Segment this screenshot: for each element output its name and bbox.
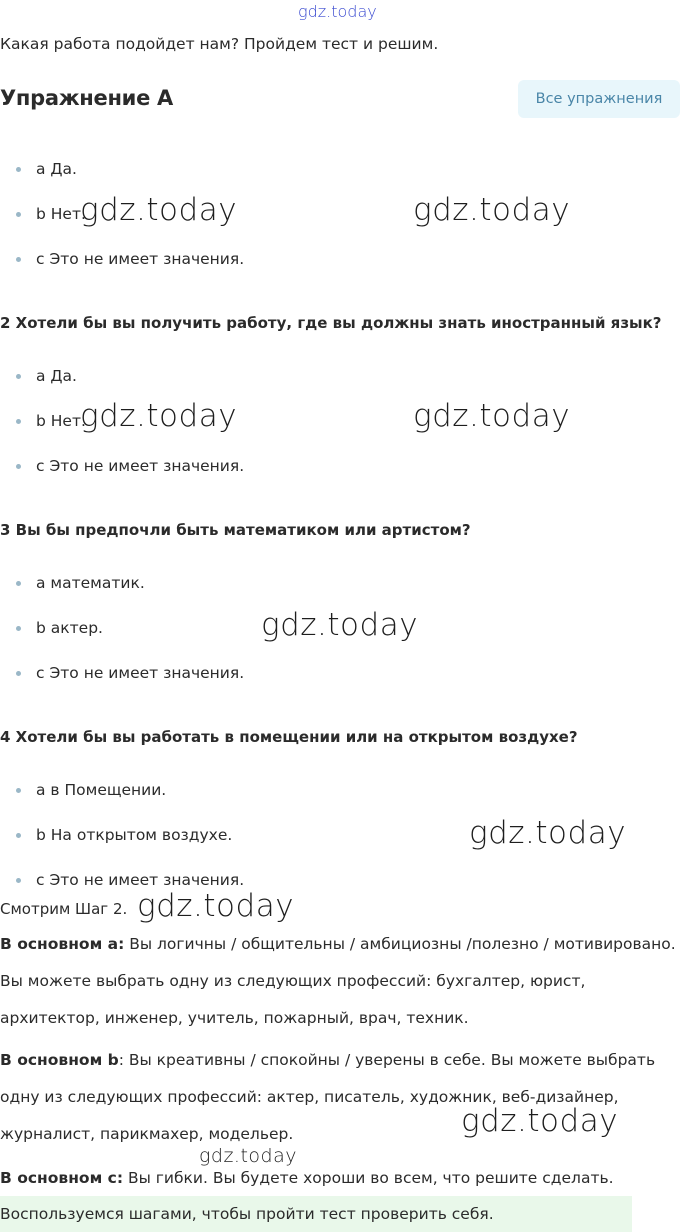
step-2-text: Смотрим Шаг 2. — [0, 900, 128, 918]
all-exercises-button[interactable]: Все упражнения — [518, 80, 680, 118]
watermark: gdz.today — [413, 192, 571, 228]
option-label: c Это не имеет значения. — [36, 871, 245, 889]
option-label: a Да. — [36, 367, 77, 385]
bullet-icon — [16, 833, 21, 838]
q4-option-b — [16, 826, 232, 844]
q2-option-a — [16, 367, 77, 385]
q4-option-c — [16, 871, 244, 889]
watermark: gdz.today — [80, 192, 238, 228]
result-c-text: Вы гибки. Вы будете хороши во всем, что решите сделать. — [123, 1169, 614, 1187]
watermark: gdz.today — [80, 398, 238, 434]
result-a — [0, 926, 680, 1037]
option-label: a математик. — [36, 574, 145, 592]
watermark: gdz.today — [261, 607, 419, 643]
result-a-text: Вы логичны / общительны / амбициозны /полезно / мотивировано. Вы можете выбрать одну из следующих профессий: бухгалтер, юрист, архитектор, инженер, учитель, пожарный, врач, техник. — [0, 935, 676, 1027]
q1-option-a — [16, 160, 77, 178]
q1-option-c — [16, 250, 244, 268]
watermark: gdz.today — [199, 1145, 297, 1167]
q4-option-a — [16, 781, 166, 799]
result-b-label: В основном b — [0, 1051, 119, 1069]
question-3: 3 Вы бы предпочли быть математиком или артистом? — [0, 521, 471, 539]
option-label: b актер. — [36, 619, 103, 637]
intro-text: Какая работа подойдет нам? Пройдем тест и решим. — [0, 35, 439, 53]
bullet-icon — [16, 419, 21, 424]
bullet-icon — [16, 878, 21, 883]
bullet-icon — [16, 581, 21, 586]
option-label: c Это не имеет значения. — [36, 664, 245, 682]
option-label: c Это не имеет значения. — [36, 250, 245, 268]
option-label: b На открытом воздухе. — [36, 826, 233, 844]
bullet-icon — [16, 257, 21, 262]
result-c — [0, 1160, 680, 1197]
bullet-icon — [16, 374, 21, 379]
q3-option-b — [16, 619, 103, 637]
result-b-text: : Вы креативны / спокойны / уверены в себе. Вы можете выбрать одну из следующих профессий: актер, писатель, художник, веб-дизайнер, журналист, парикмахер, модельер. — [0, 1051, 656, 1143]
question-2: 2 Хотели бы вы получить работу, где вы должны знать иностранный язык? — [0, 314, 662, 332]
bullet-icon — [16, 788, 21, 793]
result-a-label: В основном a: — [0, 935, 125, 953]
bullet-icon — [16, 464, 21, 469]
q3-option-a — [16, 574, 145, 592]
watermark: gdz.today — [413, 398, 571, 434]
bullet-icon — [16, 626, 21, 631]
q2-option-b — [16, 412, 86, 430]
watermark: gdz.today — [469, 815, 627, 851]
bullet-icon — [16, 671, 21, 676]
option-label: b Нет. — [36, 412, 86, 430]
q3-option-c — [16, 664, 244, 682]
watermark: gdz.today — [137, 888, 295, 924]
q2-option-c — [16, 457, 244, 475]
watermark: gdz.today — [461, 1103, 619, 1139]
exercise-title: Упражнение A — [0, 86, 173, 110]
option-label: a в Помещении. — [36, 781, 167, 799]
q1-option-b — [16, 205, 86, 223]
question-4: 4 Хотели бы вы работать в помещении или на открытом воздухе? — [0, 728, 578, 746]
bullet-icon — [16, 212, 21, 217]
bullet-icon — [16, 167, 21, 172]
option-label: c Это не имеет значения. — [36, 457, 245, 475]
result-c-label: В основном c: — [0, 1169, 124, 1187]
option-label: b Нет. — [36, 205, 86, 223]
option-label: a Да. — [36, 160, 77, 178]
watermark-top: gdz.today — [298, 2, 377, 21]
footer-note: Воспользуемся шагами, чтобы пройти тест проверить себя. — [0, 1196, 632, 1232]
